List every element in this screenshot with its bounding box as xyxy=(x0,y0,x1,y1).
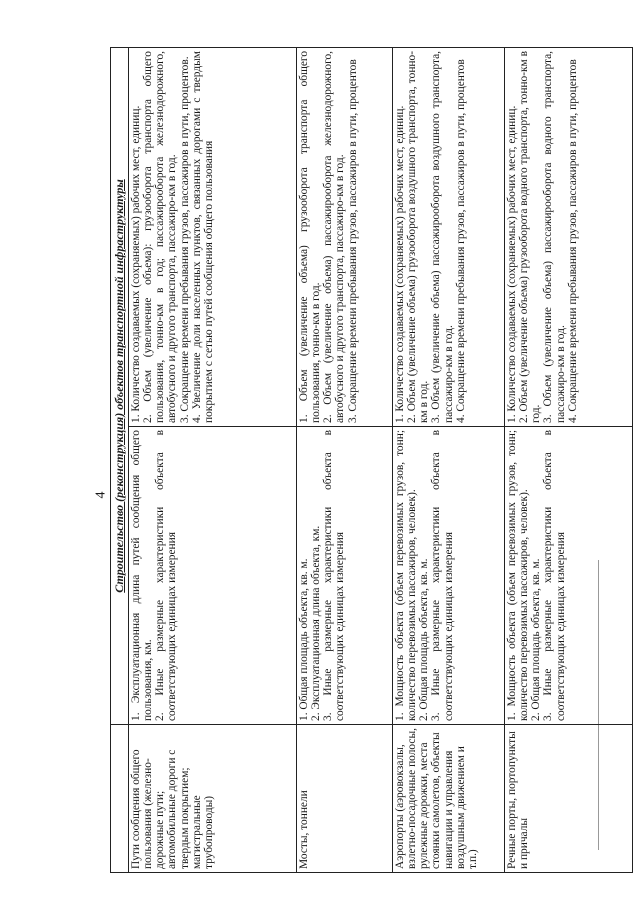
result-item: 3. Объем (увеличение объема) пассажирооборота воздушного транспорта, пассажиро-км в год. xyxy=(430,50,455,423)
characteristics-cell xyxy=(504,427,632,725)
characteristic-item: 1. Эксплуатационная длина путей сообщения общего пользования, км. xyxy=(129,430,155,721)
object-type-cell: Речные порты, портопункты и причалы xyxy=(504,725,632,873)
characteristic-item: 3. Иные размерные характеристики объекта в соответствующих единицах измерения xyxy=(322,430,347,721)
result-item: 2. Объем (увеличение объема) пассажирооборота железнодорожного, автобусного и другого транспорта, пассажиро-км в год. xyxy=(322,50,347,423)
result-item: 1. Количество создаваемых (сохраняемых) рабочих мест, единиц. xyxy=(129,105,142,423)
result-item: 3. Сокращение времени пребывания грузов, пассажиров в пути, процентов. xyxy=(178,56,191,423)
result-item: 4. Сокращение времени пребывания грузов, пассажиров в пути, процентов xyxy=(566,59,579,423)
results-cell xyxy=(392,47,504,426)
characteristic-item: 2. Общая площадь объекта, кв. м. xyxy=(418,558,431,721)
result-item: 4. Сокращение времени пребывания грузов, пассажиров в пути, процентов xyxy=(454,59,467,423)
characteristic-item: 2. Общая площадь объекта, кв. м. xyxy=(530,558,543,721)
results-cell xyxy=(128,47,296,426)
characteristic-item: 3. Иные размерные характеристики объекта в соответствующих единицах измерения xyxy=(430,430,455,721)
results-cell xyxy=(504,47,632,426)
section-header-spacer xyxy=(111,725,129,873)
results-cell xyxy=(296,47,392,426)
section-header-row xyxy=(111,47,129,872)
characteristic-item: 3. Иные размерные характеристики объекта в соответствующих единицах измерения xyxy=(542,430,567,721)
table-row xyxy=(392,47,504,872)
page-number: 4 xyxy=(93,491,109,499)
characteristic-item: 2. Эксплуатационная длина объекта, км. xyxy=(310,525,323,721)
result-item: 1. Объем (увеличение объема) грузооборота транспорта общего пользования, тонно-км в год. xyxy=(297,50,323,423)
result-item: 4. Увеличение доли населенных пунктов, связанных дорогами с твердым покрытием с сетью путей сообщения общего пользования xyxy=(190,50,216,423)
rotated-page xyxy=(110,48,630,873)
table-row xyxy=(128,47,296,872)
object-type-cell: Мосты, тоннели xyxy=(296,725,392,873)
result-item: 2. Объем (увеличение объема) грузооборота воздушного транспорта, тонно-км в год. xyxy=(406,50,431,423)
characteristics-cell xyxy=(128,427,296,725)
result-item: 1. Количество создаваемых (сохраняемых) рабочих мест, единиц. xyxy=(505,105,518,423)
characteristic-item: 2. Иные размерные характеристики объекта в соответствующих единицах измерения xyxy=(154,430,179,721)
characteristic-item: 1. Мощность объекта (объем перевозимых грузов, тонн; количество перевозимых пассажиров, человек). xyxy=(505,430,531,721)
result-item: 2. Объем (увеличение объема): грузооборота транспорта общего пользования, тонно-км в год; пассажирооборота железнодорожного, автобусного и другого транспорта, пассажиро-км в год. xyxy=(142,50,179,423)
infrastructure-table xyxy=(110,47,633,873)
characteristic-item: 1. Общая площадь объекта, кв. м. xyxy=(297,558,310,721)
result-item: 2. Объем (увеличение объема) грузооборота водного транспорта, тонно-км в год. xyxy=(518,50,543,423)
result-item: 3. Объем (увеличение объема) пассажирооборота водного транспорта, пассажиро-км в год. xyxy=(542,50,567,423)
table-row xyxy=(504,47,632,872)
characteristic-item: 1. Мощность объекта (объем перевозимых грузов, тонн; количество перевозимых пассажиров, человек). xyxy=(393,430,419,721)
characteristics-cell xyxy=(392,427,504,725)
result-item: 1. Количество создаваемых (сохраняемых) рабочих мест, единиц. xyxy=(393,105,406,423)
section-header: Строительство (реконструкция) объектов транспортной инфраструктуры xyxy=(111,47,129,724)
result-item: 3. Сокращение времени пребывания грузов, пассажиров в пути, процентов xyxy=(346,59,359,423)
characteristics-cell xyxy=(296,427,392,725)
object-type-cell: Пути сообщения общего пользования (железно-дорожные пути; автомобильные дороги с твердым покрытием; магистральные трубопроводы) xyxy=(128,725,296,873)
object-type-cell: Аэропорты (аэровокзалы, взлетно-посадочные полосы, рулежные дорожки, места стоянки самолетов, объекты навигации и управления воздушным движением и т.п.) xyxy=(392,725,504,873)
table-row xyxy=(296,47,392,872)
